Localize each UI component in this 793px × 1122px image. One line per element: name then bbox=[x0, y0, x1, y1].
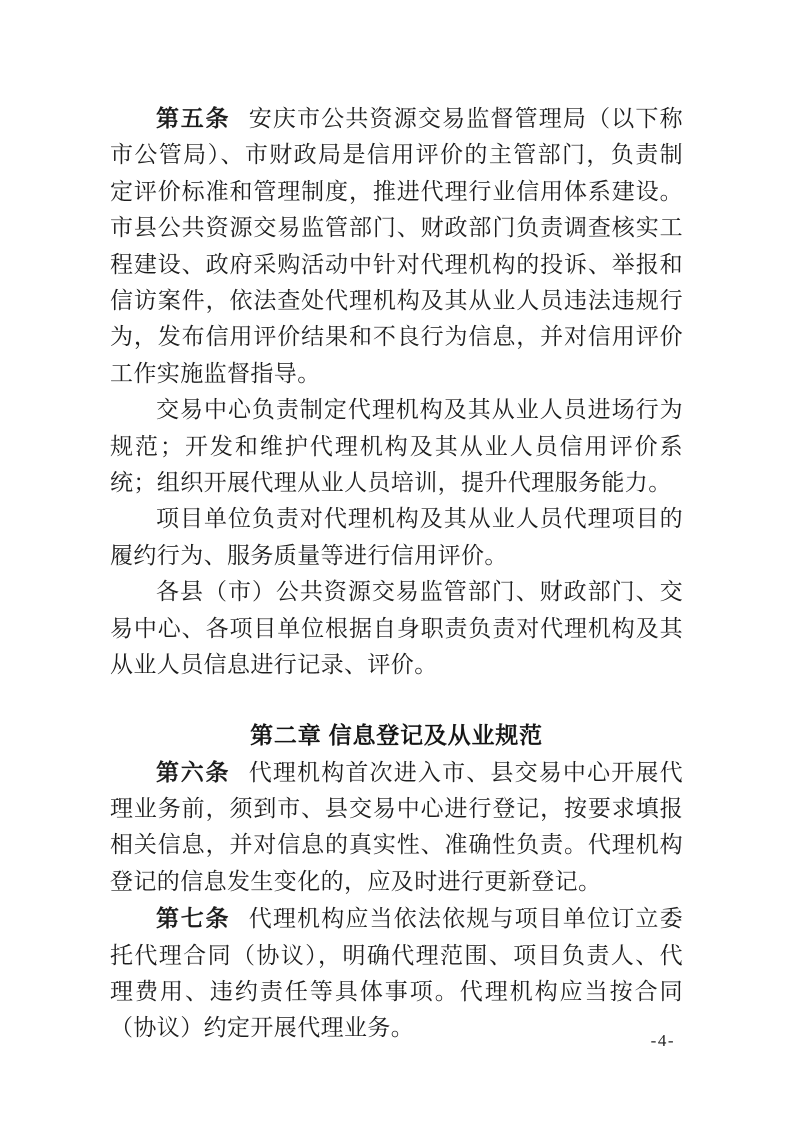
chapter-2-heading: 第二章 信息登记及从业规范 bbox=[250, 721, 543, 748]
paragraph-text: 项目单位负责对代理机构及其从业人员代理项目的履约行为、服务质量等进行信用评价。 bbox=[110, 506, 683, 568]
article-5-number: 第五条 bbox=[156, 105, 231, 131]
paragraph-article-6 bbox=[110, 754, 683, 901]
paragraph-article-7 bbox=[110, 900, 683, 1047]
paragraph-text: 代理机构应当依法依规与项目单位订立委托代理合同（协议），明确代理范围、项目负责人、代理费用、违约责任等具体事项。代理机构应当按合同（协议）约定开展代理业务。 bbox=[110, 906, 683, 1041]
paragraph-article-5 bbox=[110, 100, 683, 392]
paragraph-county-duty bbox=[110, 574, 683, 683]
article-6-number: 第六条 bbox=[156, 758, 231, 785]
paragraph-text: 各县（市）公共资源交易监管部门、财政部门、交易中心、各项目单位根据自身职责负责对代理机构及其从业人员信息进行记录、评价。 bbox=[110, 579, 683, 678]
paragraph-text: 交易中心负责制定代理机构及其从业人员进场行为规范；开发和维护代理机构及其从业人员信用评价系统；组织开展代理从业人员培训，提升代理服务能力。 bbox=[110, 397, 683, 496]
document-body bbox=[110, 100, 683, 1047]
page-number: -4- bbox=[650, 1031, 675, 1050]
paragraph-project-unit-duty bbox=[110, 501, 683, 574]
article-7-number: 第七条 bbox=[156, 905, 231, 932]
paragraph-text: 代理机构首次进入市、县交易中心开展代理业务前，须到市、县交易中心进行登记，按要求填报相关信息，并对信息的真实性、准确性负责。代理机构登记的信息发生变化的，应及时进行更新登记。 bbox=[110, 759, 683, 894]
paragraph-text: 安庆市公共资源交易监督管理局（以下称市公管局）、市财政局是信用评价的主管部门，负责制定评价标准和管理制度，推进代理行业信用体系建设。市县公共资源交易监管部门、财政部门负责调查核实工程建设、政府采购活动中针对代理机构的投诉、举报和信访案件，依法查处代理机构及其从业人员违法违规行为，发布信用评价结果和不良行为信息，并对信用评价工作实施监督指导。 bbox=[110, 106, 683, 386]
paragraph-trade-center-duty bbox=[110, 392, 683, 501]
